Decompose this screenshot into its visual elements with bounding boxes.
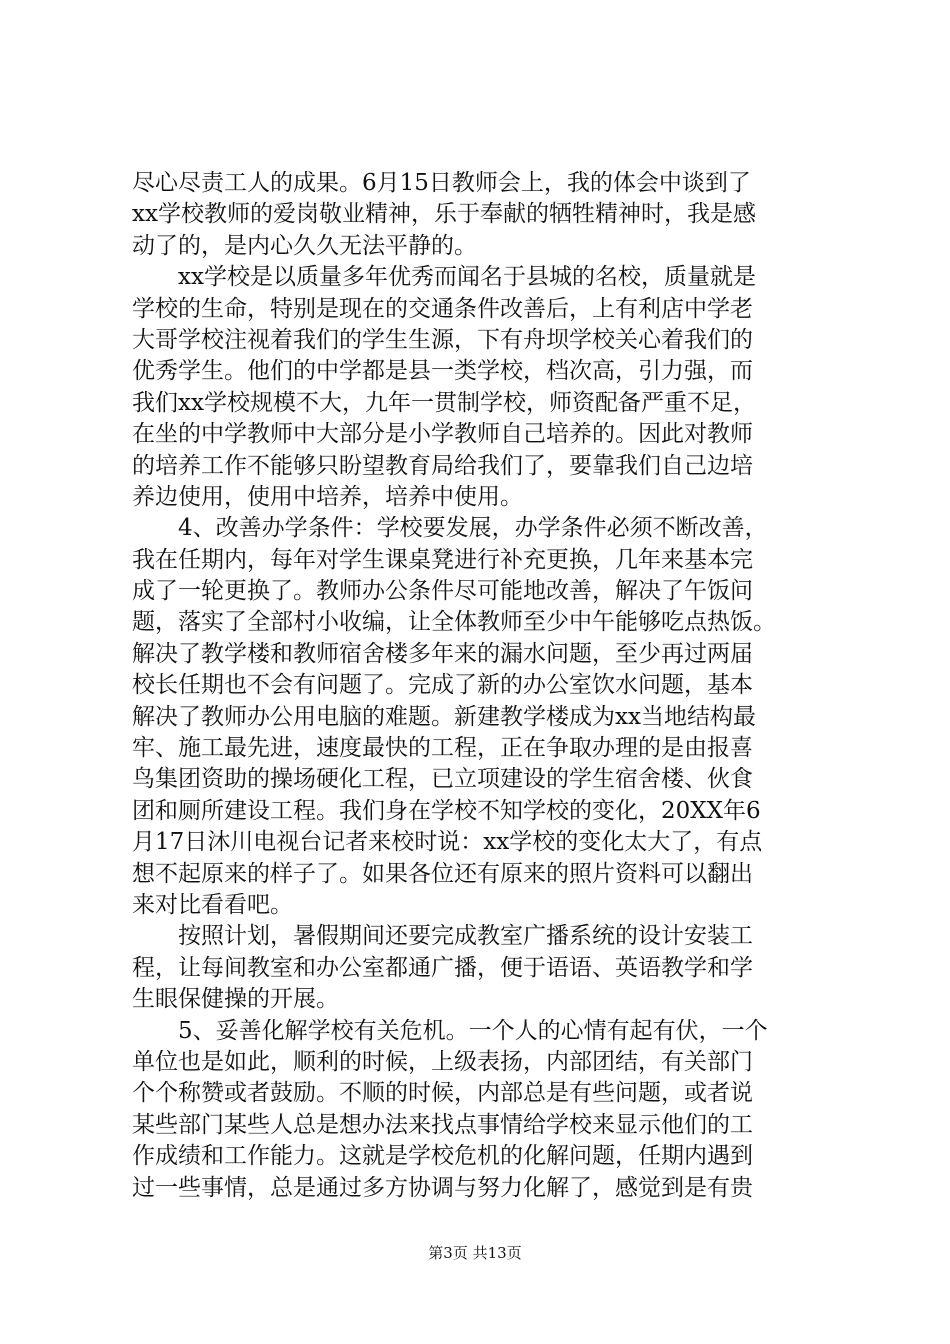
text-line: 我们xx学校规模不大，九年一贯制学校，师资配备严重不足， [132,389,756,416]
text-line: 尽心尽责工人的成果。6月15日教师会上，我的体会中谈到了 [132,170,751,196]
text-line: 在坐的中学教师中大部分是小学教师自己培养的。因此对教师 [132,421,753,448]
text-line: 生眼保健操的开展。 [132,986,339,1013]
text-line: xx学校教师的爱岗敬业精神，乐于奉献的牺牲精神时，我是感 [132,201,756,228]
text-line: 动了的，是内心久久无法平静的。 [132,232,477,259]
text-line: 单位也是如此，顺利的时候，上级表扬，内部团结，有关部门 [132,1048,753,1075]
text-line: 解决了教师办公用电脑的难题。新建教学楼成为xx当地结构最 [132,703,756,730]
text-line: 个个称赞或者鼓励。不顺的时候，内部总是有些问题，或者说 [132,1080,753,1107]
text-line: 程，让每间教室和办公室都通广播，便于语语、英语教学和学 [132,954,753,981]
text-line: 养边使用，使用中培养，培养中使用。 [132,483,523,510]
text-line: 按照计划，暑假期间还要完成教室广播系统的设计安装工 [132,923,753,950]
text-line: 团和厕所建设工程。我们身在学校不知学校的变化，20XX年6 [132,797,761,824]
text-line: 想不起原来的样子了。如果各位还有原来的照片资料可以翻出 [132,860,753,887]
text-line: xx学校是以质量多年优秀而闻名于县城的名校，质量就是 [132,264,756,291]
page-number-footer: 第3页 共13页 [428,1244,522,1262]
text-line: 月17日沐川电视台记者来校时说：xx学校的变化太大了，有点 [132,829,763,856]
text-line: 的培养工作不能够只盼望教育局给我们了，要靠我们自己边培 [132,452,753,479]
text-line: 成了一轮更换了。教师办公条件尽可能地改善，解决了午饭问 [132,578,753,605]
text-line: 解决了教学楼和教师宿舍楼多年来的漏水问题，至少再过两届 [132,640,753,667]
text-line: 题，落实了全部村小收编，让全体教师至少中午能够吃点热饭。 [132,609,776,636]
text-line: 优秀学生。他们的中学都是县一类学校，档次高，引力强，而 [132,358,753,385]
text-line: 5、妥善化解学校有关危机。一个人的心情有起有伏，一个 [132,1017,768,1044]
text-line: 校长任期也不会有问题了。完成了新的办公室饮水问题，基本 [132,672,753,699]
text-line: 牢、施工最先进，速度最快的工程，正在争取办理的是由报喜 [132,735,753,762]
text-line: 我在任期内，每年对学生课桌凳进行补充更换，几年来基本完 [132,546,753,573]
text-line: 来对比看看吧。 [132,891,293,918]
text-line: 作成绩和工作能力。这就是学校危机的化解问题，任期内遇到 [132,1143,753,1170]
text-line: 大哥学校注视着我们的学生生源，下有舟坝学校关心着我们的 [132,326,753,353]
text-line: 学校的生命，特别是现在的交通条件改善后，上有利店中学老 [132,295,753,322]
document-body [132,168,826,1204]
text-line: 某些部门某些人总是想办法来找点事情给学校来显示他们的工 [132,1111,753,1138]
text-line: 鸟集团资助的操场硬化工程，已立项建设的学生宿舍楼、伙食 [132,766,753,793]
text-line: 过一些事情，总是通过多方协调与努力化解了，感觉到是有贵 [132,1174,753,1201]
text-line: 4、改善办学条件：学校要发展，办学条件必须不断改善， [132,515,768,542]
